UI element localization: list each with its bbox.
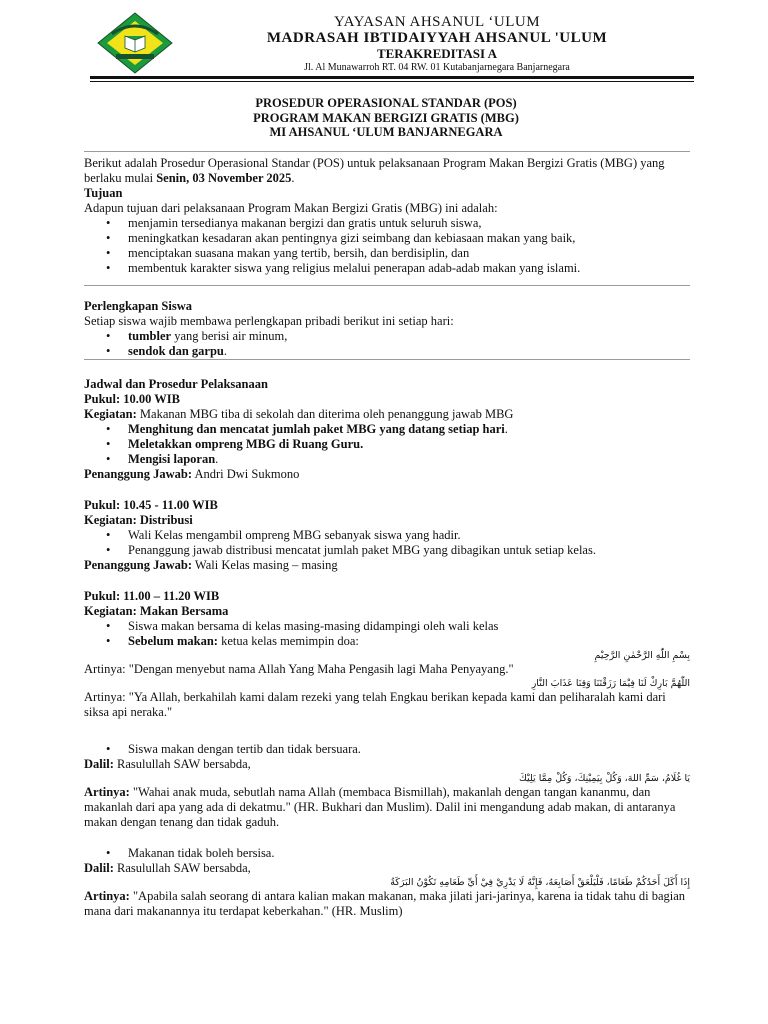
perlengkapan-list xyxy=(84,329,690,359)
arabic-basmalah: بِسْمِ اللّٰهِ الرَّحْمٰنِ الرَّحِيْمِ xyxy=(594,650,690,661)
title-line-1: PROSEDUR OPERASIONAL STANDAR (POS) xyxy=(255,96,517,110)
list-item: • membentuk karakter siswa yang religius melalui penerapan adab-adab makan yang islami. xyxy=(128,261,690,276)
translation: Artinya: "Wahai anak muda, sebutlah nama Allah (membaca Bismillah), makanlah dengan tangan kananmu, dan makanlah dari apa yang ada di dekatmu." (HR. Bukhari dan Muslim). Dalil ini mengandung adab makan, di antaranya makan dengan tenang dan tidak gaduh. xyxy=(84,785,676,829)
list-item: • Makanan tidak boleh bersisa. xyxy=(128,846,690,861)
arabic-hadith: يَا غُلَامُ، سَمِّ اللهَ، وَكُلْ بِيَمِيْنِكَ، وَكُلْ مِمَّا يَلِيْكَ xyxy=(519,773,690,784)
list-item: • Meletakkan ompreng MBG di Ruang Guru. xyxy=(128,437,690,452)
perlengkapan-heading: Perlengkapan Siswa xyxy=(84,299,193,313)
session1-list xyxy=(84,422,690,467)
session-pic: Penanggung Jawab: Wali Kelas masing – masing xyxy=(84,558,338,572)
session-pic: Penanggung Jawab: Andri Dwi Sukmono xyxy=(84,467,300,481)
translation: Artinya: "Dengan menyebut nama Allah Yang Maha Pengasih lagi Maha Penyayang." xyxy=(84,662,514,676)
jadwal-heading: Jadwal dan Prosedur Pelaksanaan xyxy=(84,377,268,391)
translation: Artinya: "Apabila salah seorang di antara kalian makan makanan, maka jilati jari-jarinya, karena ia tidak tahu di bagian mana dari makanannya itu terdapat keberkahan." (HR. Muslim) xyxy=(84,889,686,918)
session-activity: Kegiatan: Distribusi xyxy=(84,513,193,527)
list-item: • Mengisi laporan. xyxy=(128,452,690,467)
tujuan-text: Adapun tujuan dari pelaksanaan Program Makan Bergizi Gratis (MBG) ini adalah: xyxy=(84,201,498,215)
list-item: • Sebelum makan: ketua kelas memimpin doa: xyxy=(128,634,690,649)
dalil: Dalil: Rasulullah SAW bersabda, xyxy=(84,861,251,875)
school-address: Jl. Al Munawarroh RT. 04 RW. 01 Kutabanjarnegara Banjarnegara xyxy=(304,62,570,73)
letterhead-rule-thin xyxy=(90,81,694,82)
document-title xyxy=(84,96,688,140)
session3-list xyxy=(84,619,690,649)
intro-paragraph: Berikut adalah Prosedur Operasional Standar (POS) untuk pelaksanaan Program Makan Bergizi Gratis (MBG) yang berlaku mulai Senin, 03 November 2025. xyxy=(84,156,665,185)
arabic-prayer: اللّٰهُمَّ بَارِكْ لَنَا فِيْمَا رَزَقْتَنَا وَقِنَا عَذَابَ النَّارِ xyxy=(531,678,690,689)
accreditation: TERAKREDITASI A xyxy=(376,46,498,61)
arabic-hadith: إِذَا أَكَلَ أَحَدُكُمْ طَعَامًا، فَلْيَلْعَقْ أَصَابِعَهُ، فَإِنَّهُ لَا يَدْرِيْ فِيْ أَيِّ طَعَامِهِ تَكُوْنُ البَرَكَةُ xyxy=(390,877,690,888)
list-item: • Menghitung dan mencatat jumlah paket MBG yang datang setiap hari. xyxy=(128,422,690,437)
list-item: • Wali Kelas mengambil ompreng MBG sebanyak siswa yang hadir. xyxy=(128,528,690,543)
list-item: • Siswa makan bersama di kelas masing-masing didampingi oleh wali kelas xyxy=(128,619,690,634)
list-item: • sendok dan garpu. xyxy=(128,344,690,359)
list-item: • menciptakan suasana makan yang tertib, bersih, dan berdisiplin, dan xyxy=(128,246,690,261)
document-body xyxy=(84,156,690,919)
perlengkapan-text: Setiap siswa wajib membawa perlengkapan pribadi berikut ini setiap hari: xyxy=(84,314,454,328)
start-date: Senin, 03 November 2025 xyxy=(156,171,292,185)
tujuan-heading: Tujuan xyxy=(84,186,123,200)
dalil: Dalil: Rasulullah SAW bersabda, xyxy=(84,757,251,771)
school-emblem-icon xyxy=(96,12,174,74)
letterhead-rule-thick xyxy=(90,76,694,79)
rule-list xyxy=(84,846,690,861)
tujuan-list xyxy=(84,216,690,276)
session-time: Pukul: 10.00 WIB xyxy=(84,392,180,406)
foundation-name: YAYASAN AHSANUL ‘ULUM xyxy=(333,14,541,30)
session-time: Pukul: 11.00 – 11.20 WIB xyxy=(84,589,220,603)
list-item: • menjamin tersedianya makanan bergizi dan gratis untuk seluruh siswa, xyxy=(128,216,690,231)
session-activity: Kegiatan: Makanan MBG tiba di sekolah dan diterima oleh penanggung jawab MBG xyxy=(84,407,514,421)
letterhead xyxy=(180,14,694,75)
rule-list xyxy=(84,742,690,757)
section-divider xyxy=(84,151,690,152)
list-item: • meningkatkan kesadaran akan pentingnya gizi seimbang dan kebiasaan makan yang baik, xyxy=(128,231,690,246)
title-line-2: PROGRAM MAKAN BERGIZI GRATIS (MBG) xyxy=(253,110,519,125)
list-item: • Siswa makan dengan tertib dan tidak bersuara. xyxy=(128,742,690,757)
session2-list xyxy=(84,528,690,558)
school-name: MADRASAH IBTIDAIYYAH AHSANUL 'ULUM xyxy=(266,30,608,46)
title-line-3: MI AHSANUL ‘ULUM BANJARNEGARA xyxy=(269,125,503,139)
translation: Artinya: "Ya Allah, berkahilah kami dalam rezeki yang telah Engkau berikan kepada kami dan peliharalah kami dari siksa api neraka." xyxy=(84,690,666,719)
session-time: Pukul: 10.45 - 11.00 WIB xyxy=(84,498,218,512)
list-item: • Penanggung jawab distribusi mencatat jumlah paket MBG yang dibagikan untuk setiap kelas. xyxy=(128,543,690,558)
list-item: • tumbler yang berisi air minum, xyxy=(128,329,690,344)
session-activity: Kegiatan: Makan Bersama xyxy=(84,604,229,618)
